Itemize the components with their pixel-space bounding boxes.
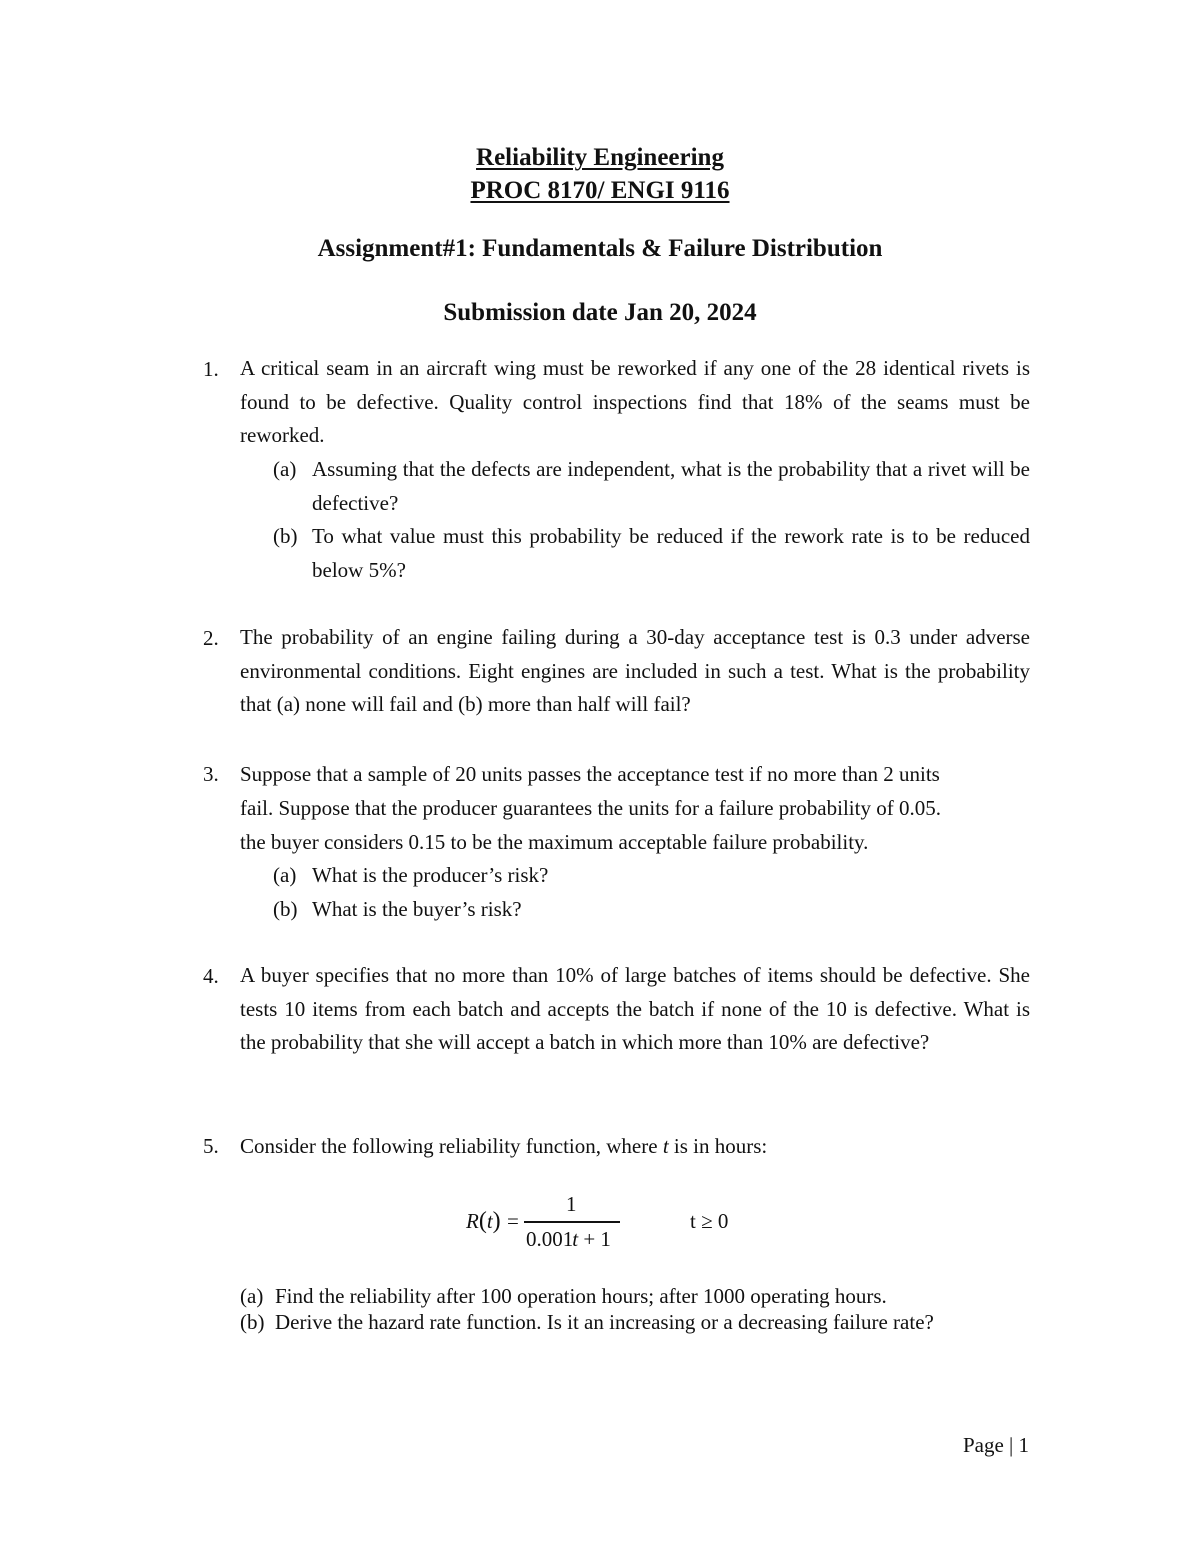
question-3b-text: What is the buyer’s risk?: [312, 897, 522, 921]
question-3-line-1: Suppose that a sample of 20 units passes the acceptance test if no more than 2 units: [240, 762, 940, 786]
question-3-line-2: fail. Suppose that the producer guarantees the units for a failure probability of 0.05.: [240, 796, 941, 820]
question-5a-label: (a): [240, 1284, 264, 1308]
page-number: Page | 1: [962, 1433, 1029, 1457]
question-5b-text: Derive the hazard rate function. Is it an increasing or a decreasing failure rate?: [275, 1310, 934, 1334]
question-2-number: 2.: [203, 626, 219, 650]
question-3-number: 3.: [203, 762, 219, 786]
question-1a-label: (a): [273, 457, 297, 481]
question-3a-label: (a): [273, 863, 297, 887]
equation-lhs: R(t): [466, 1208, 501, 1234]
question-1b-text: To what value must this probability be reduced if the rework rate is to be reduced below 5%?: [312, 524, 1030, 582]
equation-denominator: 0.001t + 1: [526, 1227, 611, 1251]
question-4-text: A buyer specifies that no more than 10% of large batches of items should be defective. She tests 10 items from each batch and accepts the batch if none of the 10 is defective. What is the probability that she will accept a batch in which more than 10% are defective?: [240, 963, 1030, 1054]
course-code: PROC 8170/ ENGI 9116: [470, 177, 730, 204]
fraction-bar: [524, 1221, 620, 1223]
question-3b-label: (b): [273, 897, 298, 921]
question-5-text: Consider the following reliability function, where t is in hours:: [240, 1134, 768, 1158]
question-1b-label: (b): [273, 524, 298, 548]
equation-condition: t ≥ 0: [690, 1209, 729, 1233]
question-5a-text: Find the reliability after 100 operation hours; after 1000 operating hours.: [275, 1284, 887, 1308]
question-5b-label: (b): [240, 1310, 265, 1334]
submission-date: Submission date Jan 20, 2024: [443, 299, 757, 326]
equation-equals: =: [507, 1209, 519, 1233]
question-3-line-3: the buyer considers 0.15 to be the maximum acceptable failure probability.: [240, 830, 869, 854]
question-1-text: A critical seam in an aircraft wing must be reworked if any one of the 28 identical rivets is found to be defective. Quality control inspections find that 18% of the seams must be reworked.: [240, 356, 1030, 447]
course-title: Reliability Engineering: [476, 144, 724, 171]
question-1a-text: Assuming that the defects are independent, what is the probability that a rivet will be defective?: [312, 457, 1030, 515]
equation-numerator: 1: [566, 1192, 577, 1216]
question-3a-text: What is the producer’s risk?: [312, 863, 549, 887]
question-1-number: 1.: [203, 357, 219, 381]
question-2-text: The probability of an engine failing during a 30-day acceptance test is 0.3 under adverse environmental conditions. Eight engines are included in such a test. What is the probability that (a) none will fail and (b) more than half will fail?: [240, 625, 1030, 716]
assignment-title: Assignment#1: Fundamentals & Failure Distribution: [317, 235, 883, 262]
question-5-number: 5.: [203, 1134, 219, 1158]
question-4-number: 4.: [203, 964, 219, 988]
